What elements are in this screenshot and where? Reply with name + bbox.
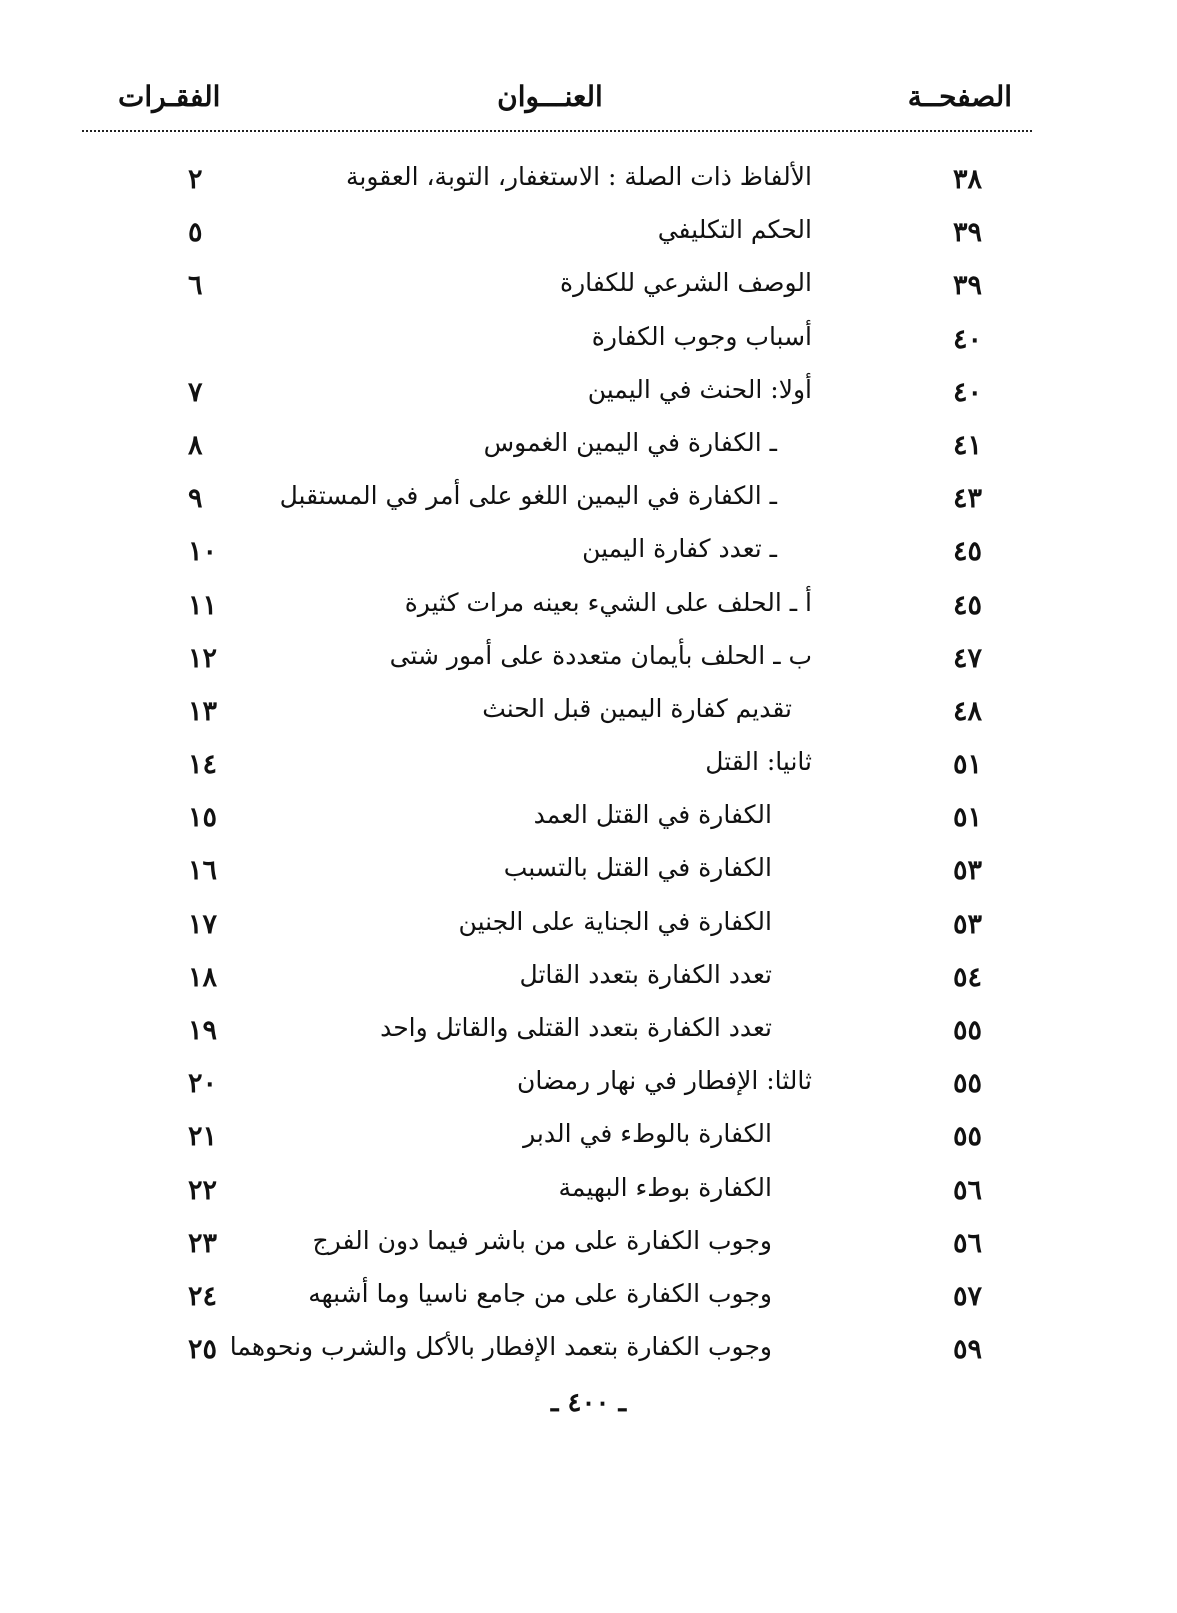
toc-row — [0, 956, 1177, 1009]
row-title: وجوب الكفارة على من باشر فيما دون الفرج — [312, 1225, 772, 1255]
row-page-number: ٥٣ — [952, 855, 982, 887]
toc-row — [0, 424, 1177, 477]
row-page-number: ٤٠ — [952, 376, 982, 408]
row-paragraph-number: ١٨ — [188, 961, 218, 993]
row-paragraph-number: ٢٠ — [188, 1068, 218, 1100]
row-paragraph-number: ٨ — [188, 429, 203, 461]
row-title: ثالثا: الإفطار في نهار رمضان — [517, 1066, 812, 1096]
row-paragraph-number: ٢٢ — [188, 1174, 218, 1206]
row-title: ب ـ الحلف بأيمان متعددة على أمور شتى — [389, 640, 812, 670]
toc-row — [0, 1275, 1177, 1328]
row-paragraph-number: ٢٣ — [188, 1227, 218, 1259]
row-title: الكفارة في القتل العمد — [533, 800, 772, 830]
row-title: ـ الكفارة في اليمين الغموس — [483, 427, 777, 457]
toc-row — [0, 477, 1177, 530]
row-paragraph-number: ٢٥ — [188, 1334, 218, 1366]
toc-row — [0, 1222, 1177, 1275]
row-paragraph-number: ١٢ — [188, 642, 218, 674]
toc-row — [0, 264, 1177, 317]
row-paragraph-number: ٢١ — [188, 1121, 218, 1153]
row-page-number: ٥٩ — [952, 1334, 982, 1366]
row-page-number: ٥١ — [952, 802, 982, 834]
row-paragraph-number: ١٤ — [188, 749, 218, 781]
row-paragraph-number: ١٠ — [188, 536, 218, 568]
row-title: وجوب الكفارة بتعمد الإفطار بالأكل والشرب ونحوهما — [229, 1332, 772, 1362]
toc-row — [0, 849, 1177, 902]
row-page-number: ٥٤ — [952, 961, 982, 993]
row-title: ـ الكفارة في اليمين اللغو على أمر في المستقبل — [279, 481, 777, 511]
row-title: الكفارة في القتل بالتسبب — [503, 853, 772, 883]
row-paragraph-number: ٩ — [188, 483, 203, 515]
row-paragraph-number: ١٩ — [188, 1015, 218, 1046]
page-column-heading: الصفحــة — [907, 80, 1012, 113]
row-page-number: ٥٣ — [952, 908, 982, 940]
row-title: الألفاظ ذات الصلة : الاستغفار، التوبة، العقوبة — [345, 162, 812, 191]
row-paragraph-number: ١٥ — [188, 802, 218, 834]
row-paragraph-number: ١٦ — [188, 855, 218, 887]
toc-row — [0, 530, 1177, 583]
row-title: أ ـ الحلف على الشيء بعينه مرات كثيرة — [404, 587, 812, 617]
row-page-number: ٥٦ — [952, 1227, 982, 1259]
row-title: الكفارة في الجناية على الجنين — [458, 906, 772, 936]
toc-row — [0, 1169, 1177, 1222]
toc-row — [0, 1328, 1177, 1381]
row-paragraph-number: ٦ — [188, 270, 203, 302]
page-number-footer: ـ ٤٠٠ ـ — [550, 1388, 627, 1418]
row-page-number: ٤٠ — [952, 323, 982, 355]
row-title: تقديم كفارة اليمين قبل الحنث — [482, 693, 792, 723]
row-title: الكفارة بالوطء في الدبر — [523, 1119, 772, 1149]
toc-row — [0, 1115, 1177, 1168]
row-title: تعدد الكفارة بتعدد القاتل — [519, 959, 772, 989]
row-title: ثانيا: القتل — [705, 747, 812, 777]
row-title: تعدد الكفارة بتعدد القتلى والقاتل واحد — [380, 1013, 772, 1042]
row-paragraph-number: ٢٤ — [188, 1280, 218, 1312]
title-column-heading: العنـــوان — [497, 80, 603, 113]
toc-row — [0, 1062, 1177, 1115]
toc-list — [0, 158, 1177, 1381]
paragraphs-column-heading: الفقـرات — [118, 80, 221, 113]
row-page-number: ٤٨ — [952, 695, 982, 727]
row-page-number: ٣٩ — [952, 270, 982, 302]
row-title: وجوب الكفارة على من جامع ناسيا وما أشبهه — [308, 1278, 772, 1308]
row-title: الحكم التكليفي — [657, 215, 812, 245]
row-title: ـ تعدد كفارة اليمين — [582, 534, 777, 564]
row-page-number: ٤٥ — [952, 589, 982, 621]
toc-row — [0, 371, 1177, 424]
row-page-number: ٥٧ — [952, 1280, 982, 1312]
row-page-number: ٤٥ — [952, 536, 982, 568]
row-paragraph-number: ٥ — [188, 217, 203, 249]
row-page-number: ٥٥ — [952, 1068, 982, 1100]
toc-row — [0, 743, 1177, 796]
row-page-number: ٥٥ — [952, 1121, 982, 1153]
row-page-number: ٤١ — [952, 429, 982, 461]
toc-row — [0, 584, 1177, 637]
toc-row — [0, 211, 1177, 264]
row-title: الكفارة بوطء البهيمة — [558, 1172, 772, 1202]
toc-row — [0, 690, 1177, 743]
toc-row — [0, 903, 1177, 956]
toc-row — [0, 637, 1177, 690]
row-page-number: ٤٣ — [952, 483, 982, 515]
toc-row — [0, 796, 1177, 849]
row-page-number: ٥٦ — [952, 1174, 982, 1206]
row-page-number: ٣٩ — [952, 217, 982, 249]
toc-row — [0, 1009, 1177, 1062]
toc-header — [0, 80, 1177, 130]
row-page-number: ٤٧ — [952, 642, 982, 674]
row-title: أسباب وجوب الكفارة — [591, 321, 812, 351]
row-paragraph-number: ٧ — [188, 376, 203, 408]
row-page-number: ٥١ — [952, 749, 982, 781]
row-title: أولا: الحنث في اليمين — [587, 374, 812, 404]
row-title: الوصف الشرعي للكفارة — [559, 268, 812, 298]
row-page-number: ٥٥ — [952, 1015, 982, 1046]
toc-row — [0, 158, 1177, 211]
row-page-number: ٣٨ — [952, 164, 982, 195]
row-paragraph-number: ١٧ — [188, 908, 218, 940]
row-paragraph-number: ١٣ — [188, 695, 218, 727]
row-paragraph-number: ٢ — [188, 164, 203, 195]
row-paragraph-number: ١١ — [188, 589, 218, 621]
dotted-divider — [82, 130, 1032, 132]
toc-row — [0, 318, 1177, 371]
